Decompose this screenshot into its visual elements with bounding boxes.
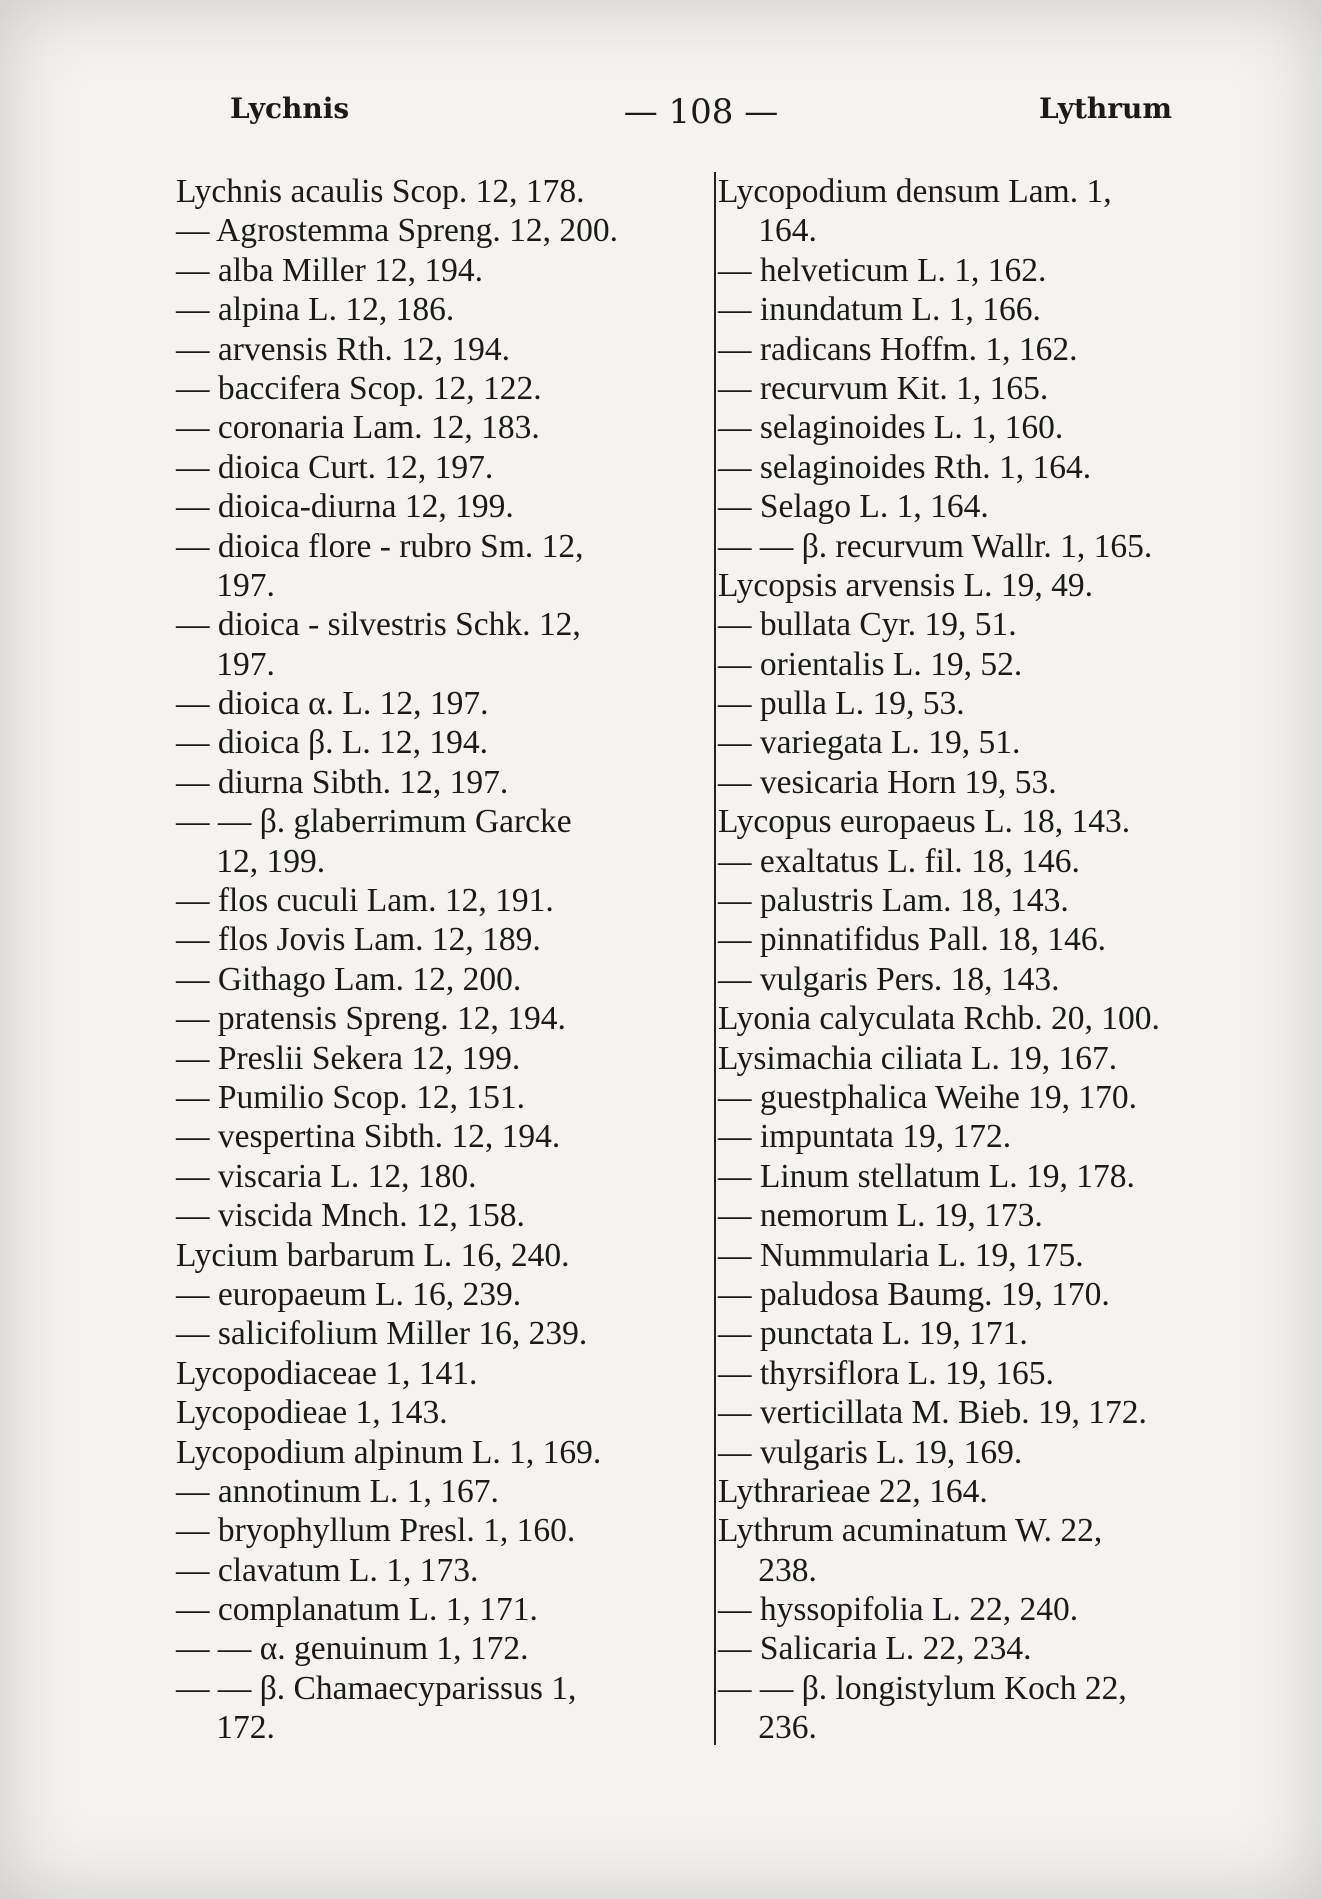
index-entry: — Linum stellatum L. 19, 178.	[718, 1157, 1135, 1195]
index-entry: — dioica β. L. 12, 194.	[176, 724, 488, 762]
index-entry: — exaltatus L. fil. 18, 146.	[718, 842, 1080, 880]
index-entry: — alba Miller 12, 194.	[176, 251, 484, 289]
index-entry: Lysimachia ciliata L. 19, 167.	[718, 1039, 1118, 1077]
index-entry: — europaeum L. 16, 239.	[176, 1275, 522, 1313]
index-entry: — nemorum L. 19, 173.	[718, 1197, 1043, 1235]
index-entry: — annotinum L. 1, 167.	[176, 1472, 499, 1510]
index-entry: — dioica flore - rubro Sm. 12,	[176, 527, 584, 565]
index-entry: — Agrostemma Spreng. 12, 200.	[176, 212, 618, 250]
index-entry: — orientalis L. 19, 52.	[718, 645, 1023, 683]
index-entry: — pratensis Spreng. 12, 194.	[176, 1000, 566, 1038]
index-entry: — clavatum L. 1, 173.	[176, 1551, 479, 1589]
index-entry: — viscida Mnch. 12, 158.	[176, 1197, 525, 1235]
index-entry: Lycopodium alpinum L. 1, 169.	[176, 1433, 602, 1471]
index-entry: Lycopodium densum Lam. 1,	[718, 173, 1112, 210]
index-entry: — dioica - silvestris Schk. 12,	[176, 606, 581, 644]
index-entry: Lythrum acuminatum W. 22,	[718, 1512, 1103, 1550]
index-entry: Lycopodiaceae 1, 141.	[176, 1354, 478, 1392]
index-entry: — — β. Chamaecyparissus 1,	[176, 1669, 577, 1707]
index-entry: — selaginoides L. 1, 160.	[718, 409, 1064, 447]
index-entry: — complanatum L. 1, 171.	[176, 1591, 538, 1629]
index-entry-continuation: 172.	[216, 1709, 275, 1747]
index-entry: — variegata L. 19, 51.	[718, 724, 1021, 762]
index-entry: — Preslii Sekera 12, 199.	[176, 1039, 521, 1077]
index-entry: Lythrarieae 22, 164.	[718, 1472, 988, 1510]
index-entry: — Githago Lam. 12, 200.	[176, 960, 522, 998]
index-entry: — bullata Cyr. 19, 51.	[718, 606, 1017, 644]
index-entry: — — β. longistylum Koch 22,	[718, 1669, 1127, 1707]
index-entry: — impuntata 19, 172.	[718, 1118, 1012, 1156]
index-entry: Lychnis acaulis Scop. 12, 178.	[176, 173, 585, 210]
index-entry: — palustris Lam. 18, 143.	[718, 882, 1069, 920]
index-entry: — pinnatifidus Pall. 18, 146.	[718, 921, 1107, 959]
index-entry: — arvensis Rth. 12, 194.	[176, 330, 511, 368]
index-entry: — vulgaris Pers. 18, 143.	[718, 960, 1060, 998]
running-header	[230, 92, 1172, 132]
index-entry: — inundatum L. 1, 166.	[718, 291, 1041, 329]
page-number: — 108 —	[623, 92, 779, 132]
index-entry: — pulla L. 19, 53.	[718, 685, 965, 723]
index-entry: — paludosa Baumg. 19, 170.	[718, 1275, 1110, 1313]
index-entry: — bryophyllum Presl. 1, 160.	[176, 1512, 576, 1550]
index-entry: — dioica-diurna 12, 199.	[176, 488, 514, 526]
index-entry: — diurna Sibth. 12, 197.	[176, 763, 509, 801]
index-entry: — selaginoides Rth. 1, 164.	[718, 448, 1092, 486]
index-entry: Lycopodieae 1, 143.	[176, 1394, 448, 1432]
index-entry-continuation: 12, 199.	[216, 842, 326, 880]
index-entry: — dioica Curt. 12, 197.	[176, 448, 494, 486]
index-entry-continuation: 197.	[216, 566, 275, 604]
index-entry: — Nummularia L. 19, 175.	[718, 1236, 1084, 1274]
index-entry: — Salicaria L. 22, 234.	[718, 1630, 1032, 1668]
column-divider	[714, 172, 716, 1745]
header-left-keyword: Lychnis	[230, 92, 350, 125]
index-entry: — dioica α. L. 12, 197.	[176, 685, 489, 723]
index-entry: — vulgaris L. 19, 169.	[718, 1433, 1023, 1471]
index-entry: — alpina L. 12, 186.	[176, 291, 455, 329]
index-entry-continuation: 236.	[758, 1709, 817, 1747]
index-entry: — vespertina Sibth. 12, 194.	[176, 1118, 561, 1156]
index-entry: — flos cuculi Lam. 12, 191.	[176, 882, 554, 920]
index-entry: — verticillata M. Bieb. 19, 172.	[718, 1394, 1147, 1432]
index-entry: — hyssopifolia L. 22, 240.	[718, 1591, 1079, 1629]
index-entry: — — α. genuinum 1, 172.	[176, 1630, 529, 1668]
index-entry-continuation: 164.	[758, 212, 817, 250]
index-entry: — flos Jovis Lam. 12, 189.	[176, 921, 541, 959]
index-entry: — thyrsiflora L. 19, 165.	[718, 1354, 1054, 1392]
index-entry: Lycopus europaeus L. 18, 143.	[718, 803, 1131, 841]
index-entry: — coronaria Lam. 12, 183.	[176, 409, 540, 447]
index-entry: — — β. glaberrimum Garcke	[176, 803, 572, 841]
index-entry: — recurvum Kit. 1, 165.	[718, 369, 1049, 407]
right-column	[718, 172, 1238, 1748]
index-entry: — guestphalica Weihe 19, 170.	[718, 1078, 1138, 1116]
index-entry: — punctata L. 19, 171.	[718, 1315, 1028, 1353]
index-entry: Lycopsis arvensis L. 19, 49.	[718, 566, 1093, 604]
index-entry: Lyonia calyculata Rchb. 20, 100.	[718, 1000, 1160, 1038]
index-entry-continuation: 197.	[216, 645, 275, 683]
index-entry: — baccifera Scop. 12, 122.	[176, 369, 542, 407]
header-right-keyword: Lythrum	[1039, 92, 1172, 125]
index-entry: — viscaria L. 12, 180.	[176, 1157, 477, 1195]
index-entry-continuation: 238.	[758, 1551, 817, 1589]
index-entry: — vesicaria Horn 19, 53.	[718, 763, 1057, 801]
index-entry: — salicifolium Miller 16, 239.	[176, 1315, 588, 1353]
index-entry: Lycium barbarum L. 16, 240.	[176, 1236, 570, 1274]
index-entry: — radicans Hoffm. 1, 162.	[718, 330, 1078, 368]
index-entry: — Selago L. 1, 164.	[718, 488, 989, 526]
index-entry: — helveticum L. 1, 162.	[718, 251, 1047, 289]
index-entry: — Pumilio Scop. 12, 151.	[176, 1078, 525, 1116]
index-entry: — — β. recurvum Wallr. 1, 165.	[718, 527, 1153, 565]
left-column	[176, 172, 696, 1748]
